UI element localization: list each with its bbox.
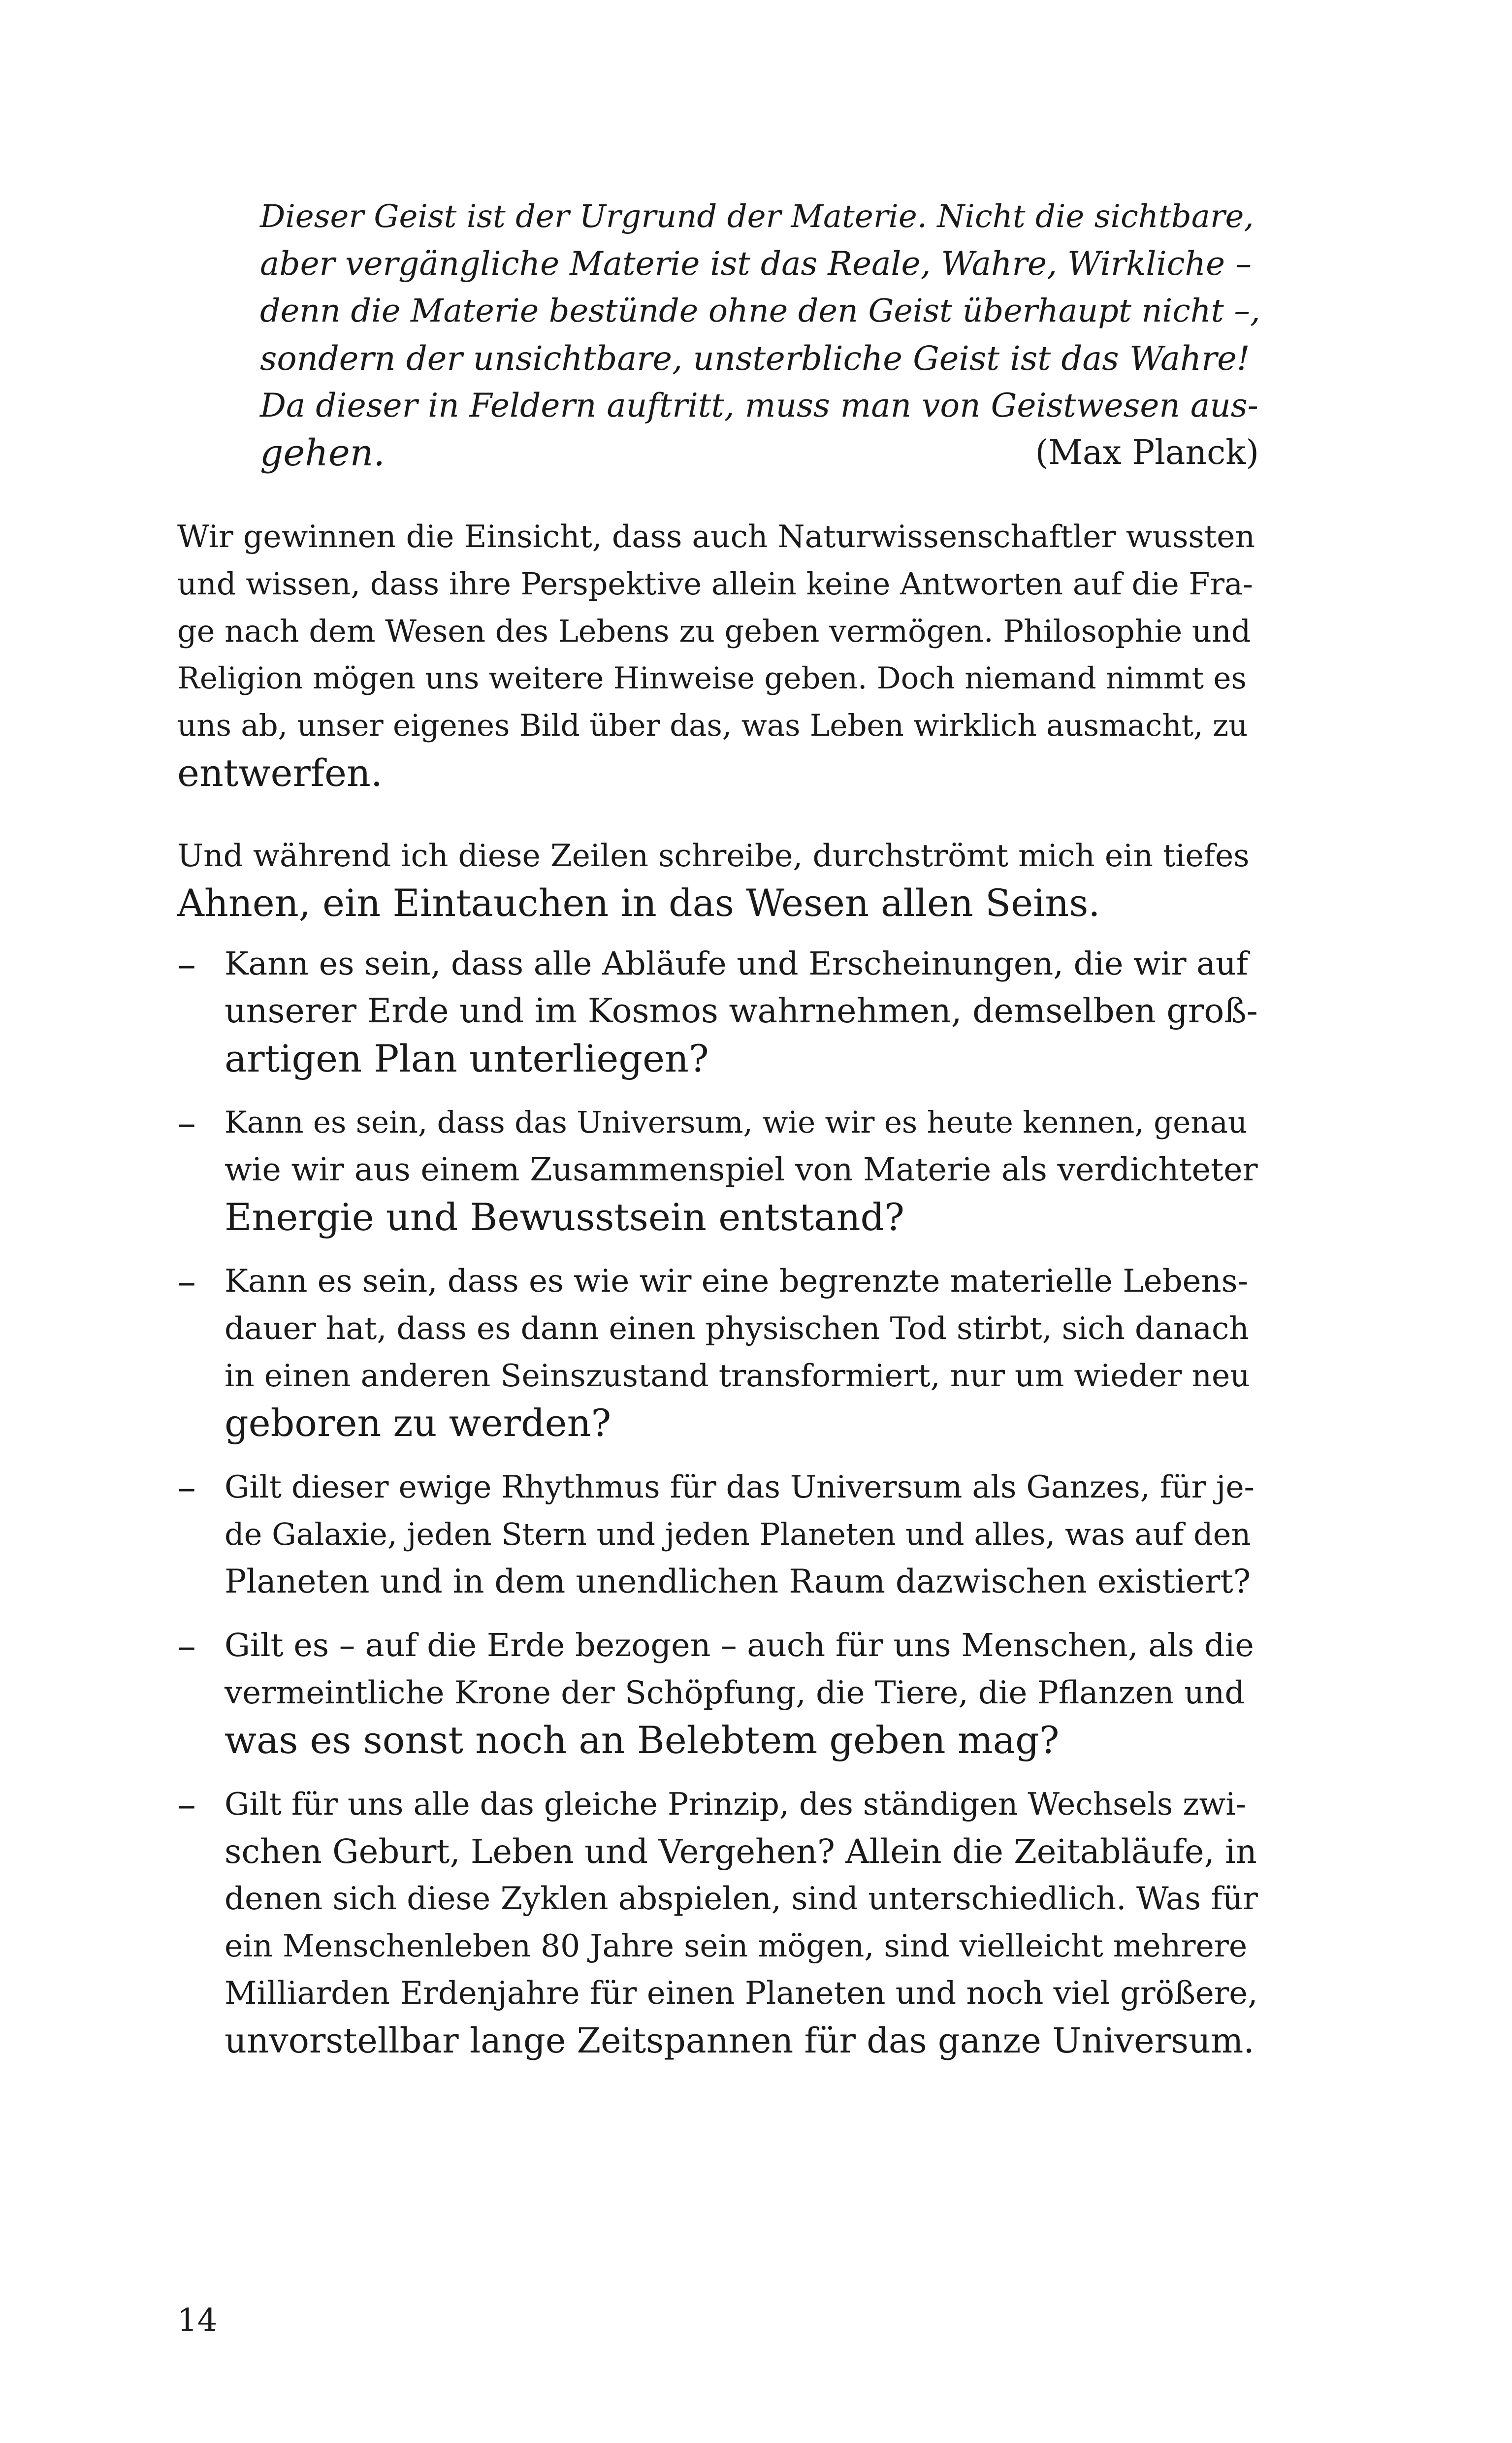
list-item-line: de Galaxie, jeden Stern und jeden Planeten und alles, was auf den [225, 1516, 1251, 1552]
paragraph-line: Religion mögen uns weitere Hinweise geben. Doch niemand nimmt es [177, 661, 1247, 696]
list-dash: – [177, 1782, 196, 1826]
quote-line: sondern der unsichtbare, unsterbliche Geist ist das Wahre! [260, 339, 1250, 378]
paragraph-line: Und während ich diese Zeilen schreibe, durchströmt mich ein tiefes [177, 838, 1250, 874]
list-item-line: was es sonst noch an Belebtem geben mag? [225, 1718, 1060, 1762]
list-dash: – [177, 942, 196, 986]
paragraph-line: Wir gewinnen die Einsicht, dass auch Naturwissenschaftler wussten [177, 519, 1255, 554]
list-item-line: wie wir aus einem Zusammenspiel von Materie als verdichteter [225, 1151, 1258, 1188]
list-item-line: Gilt dieser ewige Rhythmus für das Universum als Ganzes, für je- [225, 1469, 1255, 1505]
paragraph-line: Ahnen, ein Eintauchen in das Wesen allen Seins. [177, 881, 1100, 925]
list-dash: – [177, 1465, 196, 1509]
list-item-line: geboren zu werden? [225, 1401, 611, 1445]
list-item-line: Kann es sein, dass das Universum, wie wir es heute kennen, genau [225, 1105, 1248, 1140]
list-item-line: in einen anderen Seinszustand transformiert, nur um wieder neu [225, 1358, 1250, 1394]
quote-line: aber vergängliche Materie ist das Reale, Wahre, Wirkliche – [260, 245, 1252, 283]
list-item-line: dauer hat, dass es dann einen physischen Tod stirbt, sich danach [225, 1310, 1249, 1346]
quote-attribution: (Max Planck) [1035, 433, 1259, 472]
quote-line: Da dieser in Feldern auftritt, muss man von Geistwesen aus- [260, 387, 1258, 424]
list-item-line: denen sich diese Zyklen abspielen, sind unterschiedlich. Was für [225, 1881, 1258, 1917]
list-item-line: Kann es sein, dass alle Abläufe und Erscheinungen, die wir auf [225, 945, 1248, 982]
list-item-line: schen Geburt, Leben und Vergehen? Allein die Zeitabläufe, in [225, 1832, 1257, 1871]
list-item-line: Gilt es – auf die Erde bezogen – auch für uns Menschen, als die [225, 1627, 1254, 1664]
quote-line: Dieser Geist ist der Urgrund der Materie. Nicht die sichtbare, [260, 198, 1254, 235]
paragraph-line: und wissen, dass ihre Perspektive allein keine Antworten auf die Fra- [177, 566, 1253, 602]
quote-line: gehen. [260, 432, 385, 474]
list-item-line: unserer Erde und im Kosmos wahrnehmen, demselben groß- [225, 992, 1258, 1031]
list-item-line: Milliarden Erdenjahre für einen Planeten und noch viel größere, [225, 1975, 1258, 2012]
page-number: 14 [177, 2302, 218, 2339]
quote-line: denn die Materie bestünde ohne den Geist überhaupt nicht –, [260, 293, 1260, 329]
list-dash: – [177, 1101, 196, 1144]
paragraph-line: ge nach dem Wesen des Lebens zu geben vermögen. Philosophie und [177, 613, 1251, 649]
list-item-line: ein Menschenleben 80 Jahre sein mögen, sind vielleicht mehrere [225, 1928, 1248, 1964]
list-item-line: Kann es sein, dass es wie wir eine begrenzte materielle Lebens- [225, 1263, 1249, 1300]
list-item-line: vermeintliche Krone der Schöpfung, die Tiere, die Pflanzen und [225, 1675, 1245, 1711]
paragraph-line: entwerfen. [177, 751, 383, 795]
list-item-line: Energie und Bewusstsein entstand? [225, 1195, 904, 1239]
list-item-line: unvorstellbar lange Zeitspannen für das ganze Universum. [225, 2020, 1255, 2061]
list-item-line: artigen Plan unterliegen? [225, 1037, 709, 1080]
paragraph-line: uns ab, unser eigenes Bild über das, was Leben wirklich ausmacht, zu [177, 708, 1248, 743]
list-item-line: Gilt für uns alle das gleiche Prinzip, des ständigen Wechsels zwi- [225, 1786, 1246, 1822]
list-dash: – [177, 1259, 196, 1303]
list-item-line: Planeten und in dem unendlichen Raum dazwischen existiert? [225, 1563, 1251, 1600]
list-dash: – [177, 1624, 196, 1667]
